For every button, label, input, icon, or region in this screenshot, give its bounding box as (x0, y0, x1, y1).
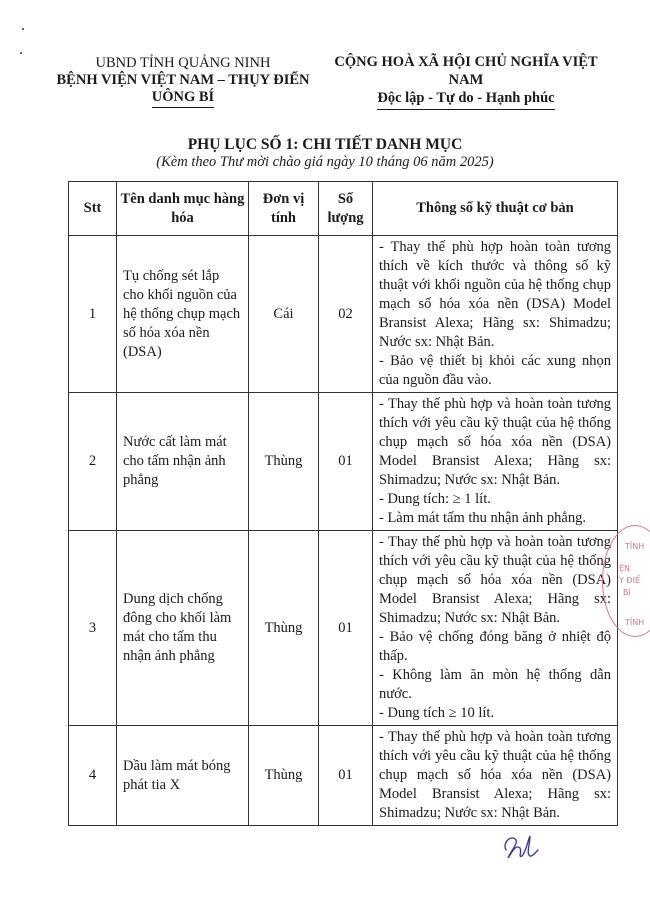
col-header-stt: Stt (69, 182, 117, 236)
spec-line: - Dung tích: ≥ 1 lít. (379, 491, 491, 507)
spec-line: - Thay thế phù hợp và hoàn toàn tương thích với yêu cầu kỹ thuật của hệ thống chụp mạch số hóa xóa nền (DSA) Model Bransist Alexa; Hãng sx: Shimadzu; Nước sx: Nhật Bản. (379, 729, 611, 821)
scan-speck (20, 52, 22, 54)
row-stt: 1 (69, 236, 117, 393)
table-row (69, 531, 618, 726)
row-spec (373, 531, 618, 726)
table-row (69, 236, 618, 393)
issuer-name-line2: UÔNG BÍ (152, 89, 214, 108)
stamp-fragment: ỆN (619, 564, 631, 573)
row-item-name: Nước cất làm mát cho tấm nhận ảnh phẳng (117, 393, 249, 531)
spec-line: - Không làm ăn mòn hệ thống dẫn nước. (379, 667, 611, 702)
stamp-fragment: Y ĐIỂ (619, 576, 641, 585)
issuer-block (48, 55, 318, 108)
row-quantity: 01 (319, 726, 373, 826)
row-unit: Thùng (249, 393, 319, 531)
row-stt: 2 (69, 393, 117, 531)
row-quantity: 01 (319, 393, 373, 531)
row-unit: Cái (249, 236, 319, 393)
signature-initials (500, 828, 540, 868)
stamp-fragment: TỈNH (625, 542, 645, 551)
table-row (69, 726, 618, 826)
stamp-fragment: BÍ (623, 588, 631, 597)
table-header-row (69, 182, 618, 236)
row-item-name: Dung dịch chống đông cho khối làm mát cho tấm thu nhận ảnh phẳng (117, 531, 249, 726)
row-unit: Thùng (249, 726, 319, 826)
row-stt: 3 (69, 531, 117, 726)
spec-line: - Thay thế phù hợp và hoàn toàn tương thích với yêu cầu kỹ thuật của hệ thống chụp mạch số hóa xóa nền (DSA) Model Bransist Alexa; Hãng sx: Shimadzu; Nước sx: Nhật Bản. (379, 396, 611, 488)
national-title: CỘNG HOÀ XÃ HỘI CHỦ NGHĨA VIỆT NAM (334, 54, 598, 88)
row-unit: Thùng (249, 531, 319, 726)
spec-line: - Thay thế phù hợp và hoàn toàn tương thích với yêu cầu kỹ thuật của hệ thống chụp mạch số hóa xóa nền (DSA) Model Bransist Alexa; Hãng sx: Shimadzu; Nước sx: Nhật Bản. (379, 534, 611, 626)
table-row (69, 393, 618, 531)
row-spec (373, 726, 618, 826)
national-motto: Độc lập - Tự do - Hạnh phúc (377, 89, 554, 110)
issuer-name: BỆNH VIỆN VIỆT NAM – THỤY ĐIỂN (56, 72, 310, 88)
item-table (68, 181, 618, 826)
spec-line: - Thay thế phù hợp hoàn toàn tương thích về kích thước và thông số kỹ thuật với khối nguồn của hệ thống chụp mạch số hóa xóa nền (DSA) Model Bransist Alexa; Hãng sx: Shimadzu; Nước sx: Nhật Bản. (379, 239, 611, 350)
document-subtitle: (Kèm theo Thư mời chào giá ngày 10 tháng 06 năm 2025) (156, 154, 494, 170)
issuer-parent: UBND TỈNH QUẢNG NINH (95, 55, 271, 71)
row-quantity: 02 (319, 236, 373, 393)
col-header-name: Tên danh mục hàng hóa (117, 182, 249, 236)
col-header-qty: Số lượng (319, 182, 373, 236)
col-header-spec: Thông số kỹ thuật cơ bản (373, 182, 618, 236)
row-spec (373, 236, 618, 393)
row-quantity: 01 (319, 531, 373, 726)
row-item-name: Dầu làm mát bóng phát tia X (117, 726, 249, 826)
stamp-fragment: TỈNH (625, 618, 645, 627)
national-heading (326, 53, 606, 110)
spec-line: - Bảo vệ chống đóng băng ở nhiệt độ thấp. (379, 629, 611, 664)
row-item-name: Tụ chống sét lắp cho khối nguồn của hệ thống chụp mạch số hóa xóa nền (DSA) (117, 236, 249, 393)
row-stt: 4 (69, 726, 117, 826)
spec-line: - Bảo vệ thiết bị khỏi các xung nhọn của nguồn đầu vào. (379, 353, 611, 388)
spec-line: - Làm mát tấm thu nhận ảnh phẳng. (379, 510, 586, 526)
scan-speck (22, 28, 24, 30)
col-header-unit: Đơn vị tính (249, 182, 319, 236)
row-spec (373, 393, 618, 531)
spec-line: - Dung tích ≥ 10 lít. (379, 705, 495, 721)
document-title: PHỤ LỤC SỐ 1: CHI TIẾT DANH MỤC (187, 136, 463, 153)
